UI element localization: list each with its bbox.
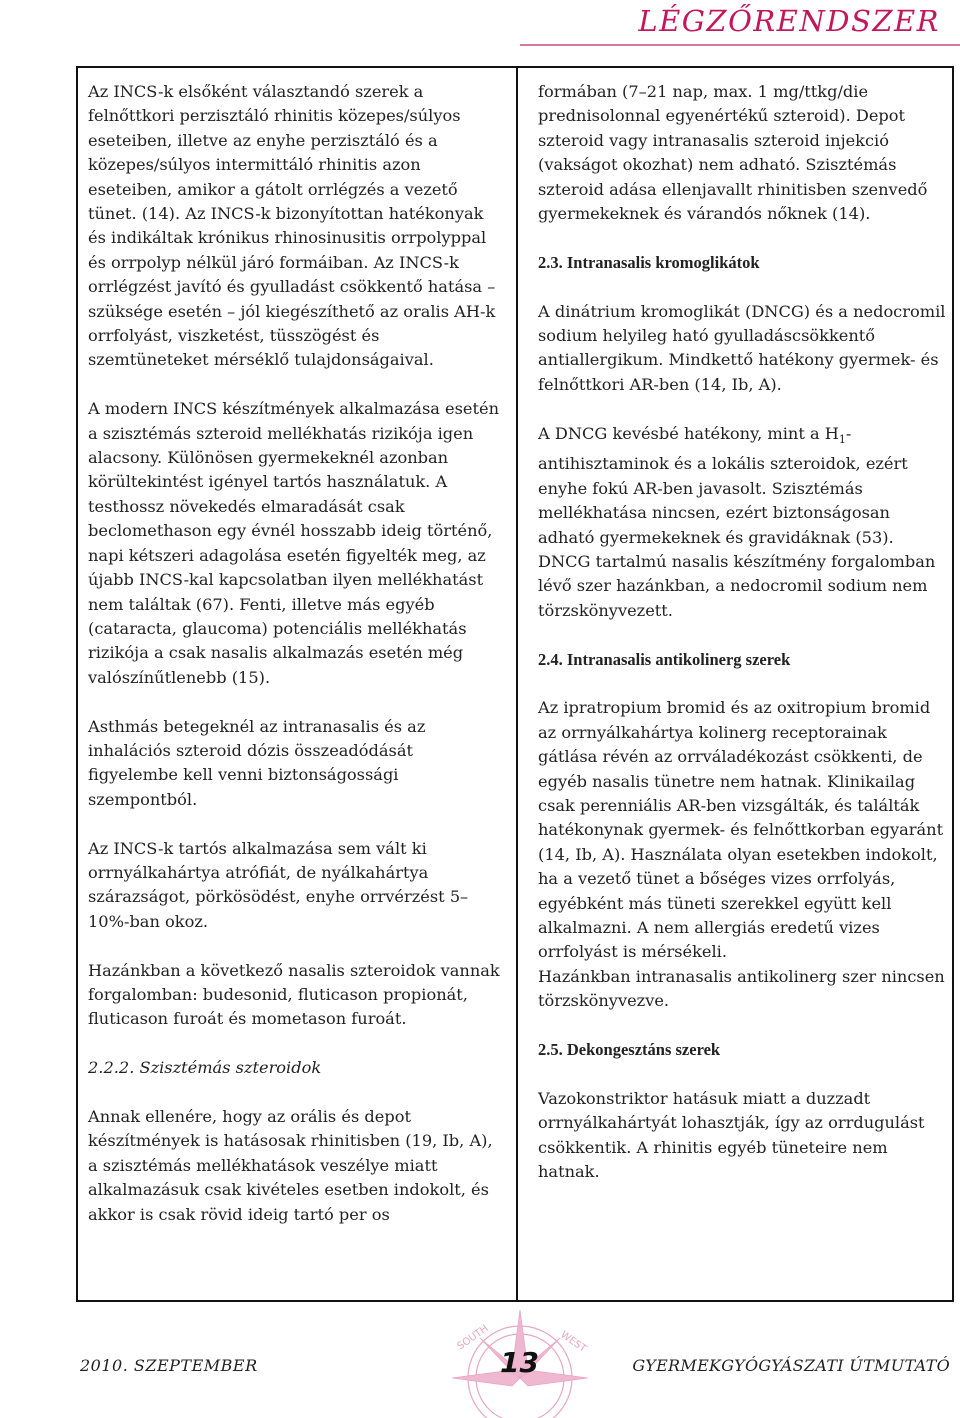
section-heading: 2.3. Intranasalis kromoglikátok bbox=[538, 252, 760, 272]
paragraph: Az INCS-k elsőként választandó szerek a felnőttkori perzisztáló rhinitis közepes/súlyos eseteiben, illetve az enyhe perzisztáló és a közepes/súlyos intermittáló rhinitis azon eseteiben, amikor a gátolt orrlégzés a vezető tünet. (14). Az INCS-k bizonyítottan hatékonyak és indikáltak krónikus rhinosinusitis orrpolyppal és orrpolyp nélkül járó formáiban. Az INCS-k orrlégzést javító és gyulladást csökkentő hatása – szüksége esetén – jól kiegészíthető az oralis AH-k orrfolyást, viszketést, tüsszögést és szemtüneteket mérséklő tulajdonságaival. bbox=[88, 82, 496, 370]
paragraph: Annak ellenére, hogy az orális és depot készítmények is hatásosak rhinitisben (19, Ib, A), a szisztémás mellékhatások veszélye miatt alkalmazásuk csak kivételes esetben indokolt, és akkor is csak rövid ideig tartó per os bbox=[88, 1106, 493, 1224]
paragraph: Az ipratropium bromid és az oxitropium bromid az orrnyálkahártya kolinerg receptorainak gátlása révén az orrváladékozást csökkenti, de egyéb nasalis tünetre nem hatnak. Klinikailag csak perenniális AR-ben vizsgálták, és találták hatékonynak gyermek- és felnőttkorban egyaránt (14, Ib, A). Használata olyan esetekben indokolt, ha a vezető tünet a bőséges vizes orrfolyás, egyébként más tüneti szerekkel együtt kell alkalmazni. A nem allergiás eredetű vizes orrfolyást is mérsékeli. bbox=[538, 698, 944, 962]
paragraph: formában (7–21 nap, max. 1 mg/ttkg/die prednisolonnal egyenértékű szteroid). Depot szteroid vagy intranasalis szteroid injekció (vakságot okozhat) nem adható. Szisztémás szteroid adása ellenjavallt rhinitisben szenvedő gyermekeknek és várandós nőknek (14). bbox=[538, 82, 928, 224]
left-column bbox=[88, 80, 504, 1227]
paragraph: Hazánkban a következő nasalis szteroidok vannak forgalomban: budesonid, fluticason propionát, fluticason furoát és mometason furoát. bbox=[88, 960, 500, 1029]
header-rule bbox=[520, 44, 960, 46]
compass-label-west: WEST bbox=[558, 1329, 589, 1355]
subsection-heading: 2.2.2. Szisztémás szteroidok bbox=[88, 1058, 322, 1078]
right-column bbox=[538, 80, 950, 1184]
section-title: LÉGZŐRENDSZER bbox=[638, 4, 940, 38]
paragraph: Vazokonstriktor hatásuk miatt a duzzadt orrnyálkahártyát lohasztják, így az orrdugulást csökkentik. A rhinitis egyéb tüneteire nem hatnak. bbox=[538, 1088, 925, 1181]
compass-label-south: SOUTH bbox=[455, 1323, 491, 1353]
footer-date: 2010. SZEPTEMBER bbox=[80, 1356, 258, 1375]
paragraph: Hazánkban intranasalis antikolinerg szer nincsen törzskönyvezve. bbox=[538, 966, 945, 1011]
paragraph: Asthmás betegeknél az intranasalis és az inhalációs szteroid dózis összeadódását figyelembe kell venni biztonságossági szempontból. bbox=[88, 716, 426, 809]
paragraph: A dinátrium kromoglikát (DNCG) és a nedocromil sodium helyileg ható gyulladáscsökkentő antiallergikum. Mindkettő hatékony gyermek- és felnőttkori AR-ben (14, Ib, A). bbox=[538, 301, 946, 394]
page-number: 13 bbox=[500, 1346, 539, 1379]
column-divider bbox=[516, 66, 518, 1302]
footer-publication: GYERMEKGYÓGYÁSZATI ÚTMUTATÓ bbox=[632, 1356, 950, 1375]
paragraph: A DNCG kevésbé hatékony, mint a $H_1$-antihisztaminok és a lokális szteroidok, ezért enyhe fokú AR-ben javasolt. Szisztémás mellékhatása nincsen, ezért biztonságosan adható gyermekeknek és gravidáknak (53). DNCG tartalmú nasalis készítmény forgalomban lévő szer hazánkban, a nedocromil sodium nem törzskönyvezett. bbox=[538, 423, 936, 620]
section-heading: 2.4. Intranasalis antikolinerg szerek bbox=[538, 649, 791, 669]
paragraph: Az INCS-k tartós alkalmazása sem vált ki orrnyálkahártya atrófiát, de nyálkahártya szárazságot, pörkösödést, enyhe orrvérzést 5–10%-ban okoz. bbox=[88, 838, 469, 931]
paragraph: A modern INCS készítmények alkalmazása esetén a szisztémás szteroid mellékhatás rizikója igen alacsony. Különösen gyermekeknél azonban körültekintést igényel tartós használatuk. A testhossz növekedés elmaradását csak beclomethason egy évnél hosszabb ideig történő, napi kétszeri adagolása esetén figyelték meg, az újabb INCS-kal kapcsolatban ilyen mellékhatást nem találtak (67). Fenti, illetve más egyéb (cataracta, glaucoma) potenciális mellékhatás rizikója a csak nasalis alkalmazás esetén még valószínűtlenebb (15). bbox=[88, 399, 500, 687]
section-heading: 2.5. Dekongesztáns szerek bbox=[538, 1039, 721, 1059]
